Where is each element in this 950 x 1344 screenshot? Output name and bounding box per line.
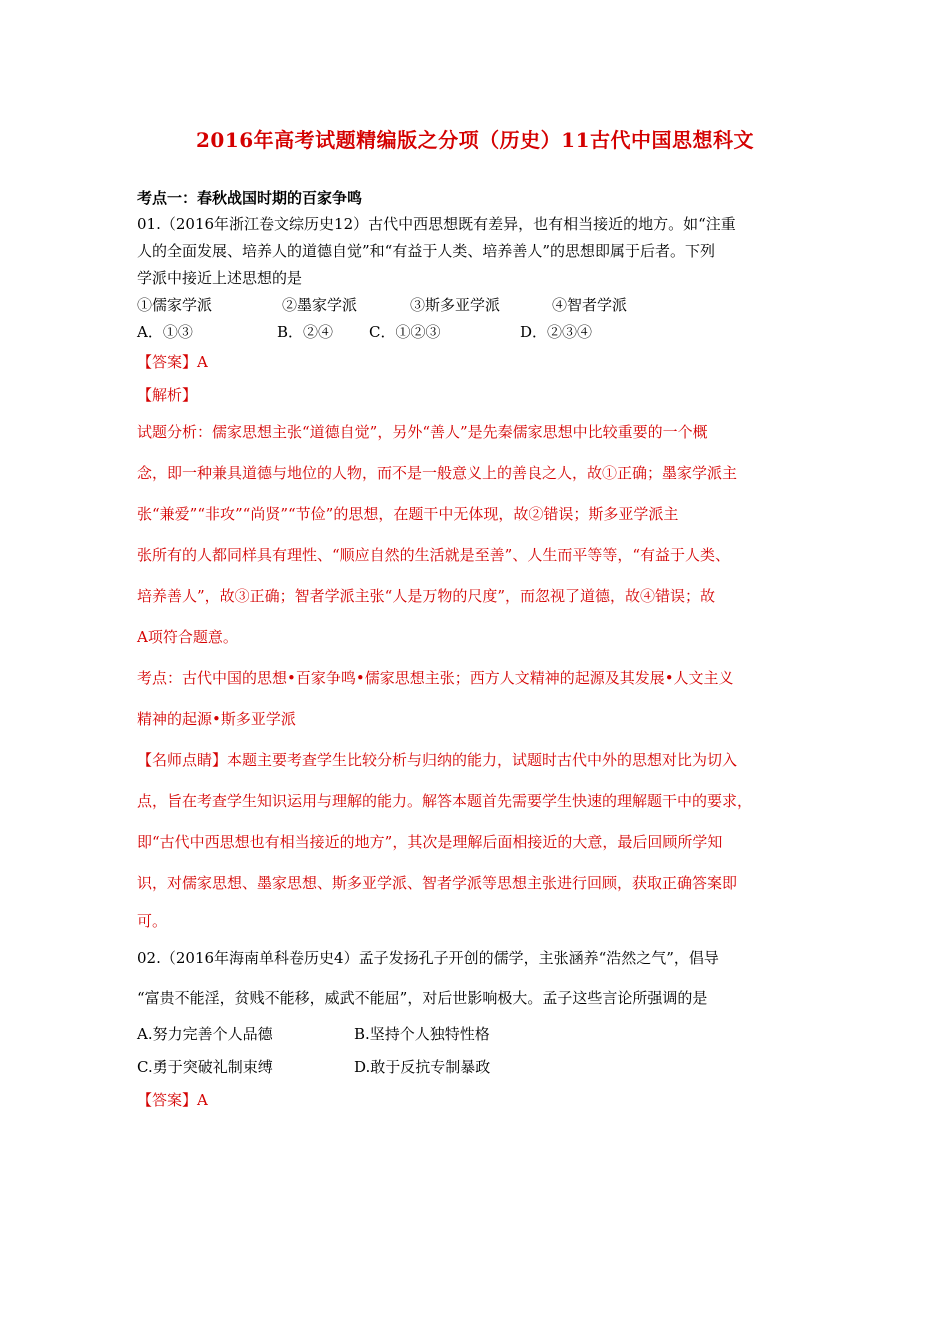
answer-label: 【答案】	[137, 353, 198, 371]
question-2	[137, 938, 827, 1117]
choice: D.敢于反抗专制暴政	[354, 1058, 491, 1076]
answer-line	[137, 1084, 827, 1117]
item: ①儒家学派	[137, 296, 213, 314]
teacher-note-line: 可。	[137, 912, 168, 930]
item: ④智者学派	[552, 296, 628, 314]
analysis-line: 张所有的人都同样具有理性、“顺应自然的生活就是至善”、人生而平等等，“有益于人类、	[137, 546, 731, 564]
analysis-line: 培养善人”，故③正确；智者学派主张“人是万物的尺度”，而忽视了道德，故④错误；故	[137, 587, 716, 605]
document-body	[137, 185, 827, 1117]
question-1-items	[137, 292, 827, 319]
choice: C．①②③	[369, 323, 441, 341]
question-2-line: 02.（2016年海南单科卷历史4）孟子发扬孔子开创的儒学，主张涵养“浩然之气”，倡导	[137, 949, 719, 967]
question-1	[137, 211, 827, 938]
section-heading: 考点一：春秋战国时期的百家争鸣	[137, 189, 363, 207]
teacher-note-line: 即“古代中西思想也有相当接近的地方”，其次是理解后面相接近的大意，最后回顾所学知	[137, 833, 723, 851]
analysis-block	[137, 412, 827, 740]
item: ②墨家学派	[282, 296, 358, 314]
choice: A．①③	[137, 323, 193, 341]
choice: D．②③④	[520, 323, 593, 341]
question-2-choices	[137, 1018, 827, 1051]
choice: B.坚持个人独特性格	[354, 1025, 490, 1043]
document-title: 2016年高考试题精编版之分项（历史）11古代中国思想科文	[196, 128, 754, 152]
choice: B．②④	[277, 323, 334, 341]
choice: A.努力完善个人品德	[137, 1025, 273, 1043]
teacher-note-line: 【名师点睛】本题主要考查学生比较分析与归纳的能力，试题时古代中外的思想对比为切入	[137, 751, 738, 769]
analysis-line: A项符合题意。	[137, 628, 238, 646]
analysis-line: 考点：古代中国的思想•百家争鸣•儒家思想主张；西方人文精神的起源及其发展•人文主义	[137, 669, 734, 687]
teacher-note	[137, 740, 827, 938]
analysis-line: 试题分析：儒家思想主张“道德自觉”，另外“善人”是先秦儒家思想中比较重要的一个概	[137, 423, 708, 441]
question-2-line: “富贵不能淫，贫贱不能移，威武不能屈”，对后世影响极大。孟子这些言论所强调的是	[137, 989, 708, 1007]
question-1-line: 学派中接近上述思想的是	[137, 269, 303, 287]
question-1-line: 01.（2016年浙江卷文综历史12）古代中西思想既有差异，也有相当接近的地方。如“注重	[137, 215, 736, 233]
teacher-note-line: 识，对儒家思想、墨家思想、斯多亚学派、智者学派等思想主张进行回顾，获取正确答案即	[137, 874, 738, 892]
answer-value: A	[197, 353, 208, 371]
analysis-label: 【解析】	[137, 386, 198, 404]
answer-line	[137, 346, 827, 379]
analysis-line: 念，即一种兼具道德与地位的人物，而不是一般意义上的善良之人，故①正确；墨家学派主	[137, 464, 738, 482]
question-2-choices	[137, 1051, 827, 1084]
teacher-note-line: 点，旨在考查学生知识运用与理解的能力。解答本题首先需要学生快速的理解题干中的要求，	[137, 792, 753, 810]
analysis-line: 精神的起源•斯多亚学派	[137, 710, 296, 728]
item: ③斯多亚学派	[410, 296, 501, 314]
choice: C.勇于突破礼制束缚	[137, 1058, 273, 1076]
teacher-note-label: 【名师点睛】	[137, 751, 228, 769]
question-1-choices	[137, 319, 827, 346]
answer-label: 【答案】	[137, 1091, 198, 1109]
question-1-line: 人的全面发展、培养人的道德自觉”和“有益于人类、培养善人”的思想即属于后者。下列	[137, 242, 716, 260]
answer-value: A	[197, 1091, 208, 1109]
analysis-line: 张“兼爱”“非攻”“尚贤”“节俭”的思想，在题干中无体现，故②错误；斯多亚学派主	[137, 505, 679, 523]
